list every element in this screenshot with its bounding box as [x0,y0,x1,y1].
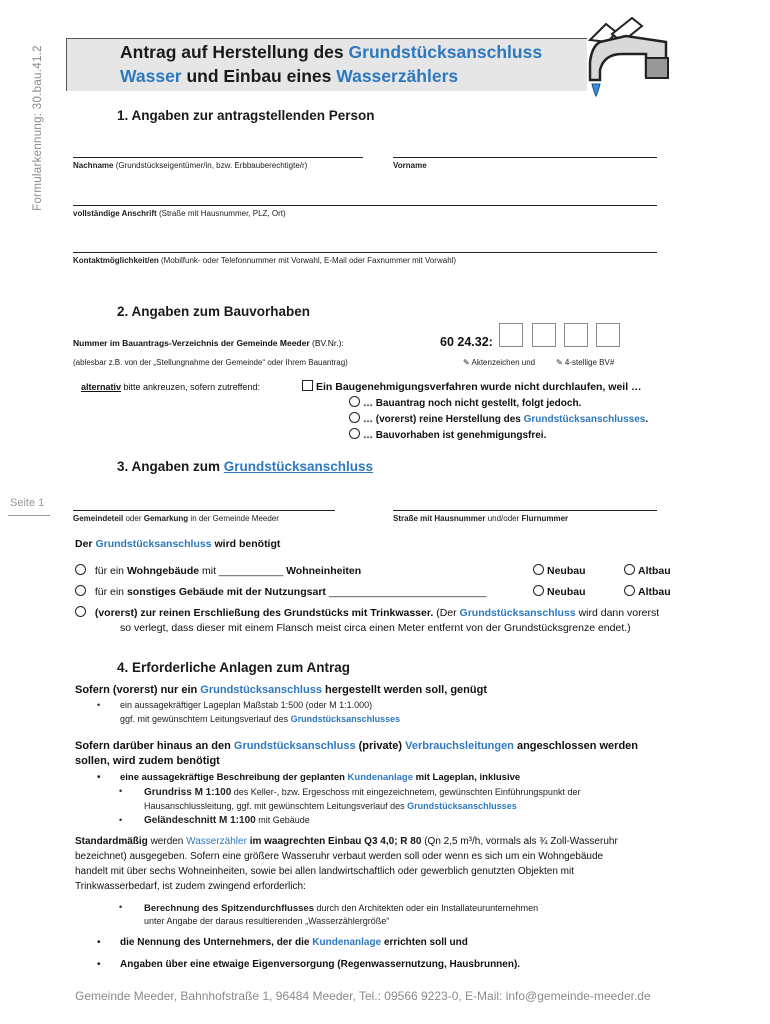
section-1-heading: 1. Angaben zur antragstellenden Person [117,108,375,123]
standard-meter-line-2: bezeichnet) ausgegeben. Sofern eine größere Wasseruhr verbaut werden soll oder wenn es sich um ein Wohngebäude [75,851,604,862]
only-connection-paragraph: Sofern (vorerst) nur ein Grundstücksanschluss hergestellt werden soll, genügt [75,684,487,696]
title-text: Antrag auf Herstellung des [120,42,349,62]
radio-empty-icon[interactable] [533,585,544,596]
radio-empty-icon[interactable] [349,412,360,423]
street-label: Straße mit Hausnummer und/oder Flurnummer [393,514,569,523]
title-highlight: Wasser [120,66,182,86]
alternative-label: alternativ bitte ankreuzen, sofern zutreffend: [81,382,260,392]
radio-empty-icon[interactable] [75,585,86,596]
checkbox-icon[interactable] [302,380,313,391]
description-item: eine aussagekräftige Beschreibung der geplanten Kundenanlage mit Lageplan, inklusive [120,772,521,783]
floor-plan-item: Grundriss M 1:100 des Keller-, bzw. Ergeschoss mit eingezeichnetem, gewünschten Einführungspunkt der [144,787,581,798]
bullet-icon: • [97,772,101,783]
form-code-text: Formularkennung: 30.bau.41.2 [32,45,44,211]
option-development-only[interactable]: (vorerst) zur reinen Erschließung des Grundstücks mit Trinkwasser. (Der Grundstücksanschluss wird dann vorerst [75,606,695,619]
standard-meter-paragraph: Standardmäßig werden Wasserzähler im waagrechten Einbau Q3 4,0; R 80 (Qn 2,5 m³/h, vormals als ¾ Zoll-Wasseruhr [75,836,618,847]
section-3-heading: 3. Angaben zum Grundstücksanschluss [117,459,374,474]
bvnr-hint: (ablesbar z.B. von der „Stellungnahme der Gemeinde“ oder Ihrem Bauantrag) [73,358,348,367]
bullet-icon: • [119,902,123,912]
radio-empty-icon[interactable] [624,564,635,575]
option-residential[interactable]: für ein Wohngebäude mit ___________ Wohneinheiten [75,564,361,577]
radio-empty-icon[interactable] [75,564,86,575]
other-old-building[interactable]: Altbau [624,585,671,598]
development-only-note: so verlegt, dass dieser mit einem Flansch meist circa einen Meter entfernt von der Grundstücksgrenze endet.) [120,622,631,634]
bullet-icon: • [119,786,123,796]
radio-empty-icon[interactable] [624,585,635,596]
bullet-icon: • [97,959,101,970]
district-label: Gemeindeteil oder Gemarkung in der Gemeinde Meeder [73,514,279,523]
option-connection-only[interactable]: … (vorerst) reine Herstellung des Grundstücksanschlusses. [349,412,648,425]
option-permit-free[interactable]: … Bauvorhaben ist genehmigungsfrei. [349,428,546,441]
bvnr-box-3[interactable] [564,323,588,347]
bvnr-box-1[interactable] [499,323,523,347]
consumer-lines-paragraph: Sofern darüber hinaus an den Grundstücksanschluss (private) Verbrauchsleitungen angeschlossen werden [75,740,639,752]
contact-label: Kontaktmöglichkeit/en (Mobilfunk- oder Telefonnummer mit Vorwahl, E-Mail oder Faxnummer mit Vorwahl) [73,256,457,265]
street-field[interactable] [393,510,657,511]
bvnr-box-2[interactable] [532,323,556,347]
connection-needed-label: Der Grundstücksanschluss wird benötigt [75,538,281,550]
lastname-field[interactable] [73,157,363,158]
title-highlight: Grundstücksanschluss [348,42,543,62]
address-label: vollständige Anschrift (Straße mit Hausnummer, PLZ, Ort) [73,209,286,218]
bvnr-prefix: 60 24.32: [440,335,493,349]
district-field[interactable] [73,510,335,511]
page-label: Seite 1 [10,497,45,509]
peak-flow-item: Berechnung des Spitzendurchflusses durch den Architekten oder ein Installateurunternehmen [144,903,539,914]
firstname-field[interactable] [393,157,657,158]
option-other-building[interactable]: für ein sonstiges Gebäude mit der Nutzungsart ___________________________ [75,585,487,598]
page-title [120,40,542,88]
site-plan-item: ein aussagekräftiger Lageplan Maßstab 1:500 (oder M 1:1.000) [120,700,373,710]
site-plan-item-2: ggf. mit gewünschtem Leitungsverlauf des Grundstücksanschlusses [120,714,401,724]
contact-field[interactable] [73,252,657,253]
bullet-icon: • [97,700,101,710]
form-code-vertical [27,38,49,218]
bullet-icon: • [97,937,101,948]
floor-plan-item-2: Hausanschlussleitung, ggf. mit gewünschtem Leitungsverlauf des Grundstücksanschlusses [144,801,517,811]
bvnr-box-4[interactable] [596,323,620,347]
radio-empty-icon[interactable] [349,396,360,407]
section-4-heading: 4. Erforderliche Anlagen zum Antrag [117,660,351,675]
standard-meter-line-3: handelt mit über sechs Wohneinheiten, sowie bei allen landwirtschaftlich oder gewerblich genutzten Objekten mit [75,866,574,877]
bvnr-label: Nummer im Bauantrags-Verzeichnis der Gemeinde Meeder (BV.Nr.): [73,338,344,348]
consumer-lines-paragraph-2: sollen, wird zudem benötigt [75,755,220,767]
radio-empty-icon[interactable] [349,428,360,439]
lastname-label: Nachname (Grundstückseigentümer/in, bzw. Erbbauberechtigte/r) [73,161,308,170]
hint-aktenzeichen: ✎ Aktenzeichen und [463,358,536,367]
no-permit-checkbox-row[interactable]: Ein Baugenehmigungsverfahren wurde nicht durchlaufen, weil … [302,380,642,393]
water-tap-icon [582,14,682,110]
bullet-icon: • [119,815,123,825]
title-highlight: Wasserzählers [336,66,459,86]
address-field[interactable] [73,205,657,206]
page-label-divider [8,515,50,516]
firstname-label: Vorname [393,161,427,170]
residential-old-building[interactable]: Altbau [624,564,671,577]
radio-empty-icon[interactable] [533,564,544,575]
section-2-heading: 2. Angaben zum Bauvorhaben [117,304,311,319]
option-not-submitted[interactable]: … Bauantrag noch nicht gestellt, folgt jedoch. [349,396,581,409]
footer-contact: Gemeinde Meeder, Bahnhofstraße 1, 96484 Meeder, Tel.: 09566 9223-0, E-Mail: info@gemeinde-meeder.de [75,989,651,1003]
peak-flow-item-2: unter Angabe der daraus resultierenden „Wasserzählergröße“ [144,916,390,926]
residential-new-building[interactable]: Neubau [533,564,586,577]
radio-empty-icon[interactable] [75,606,86,617]
hint-bv-number: ✎ 4-stellige BV# [556,358,615,367]
contractor-item: die Nennung des Unternehmers, der die Kundenanlage errichten soll und [120,937,468,948]
section-cut-item: Geländeschnitt M 1:100 mit Gebäude [144,815,310,826]
title-text: und Einbau eines [181,66,337,86]
standard-meter-line-4: Trinkwasserbedarf, ist zudem zwingend erforderlich: [75,881,306,892]
self-supply-item: Angaben über eine etwaige Eigenversorgung (Regenwassernutzung, Hausbrunnen). [120,959,521,970]
other-new-building[interactable]: Neubau [533,585,586,598]
